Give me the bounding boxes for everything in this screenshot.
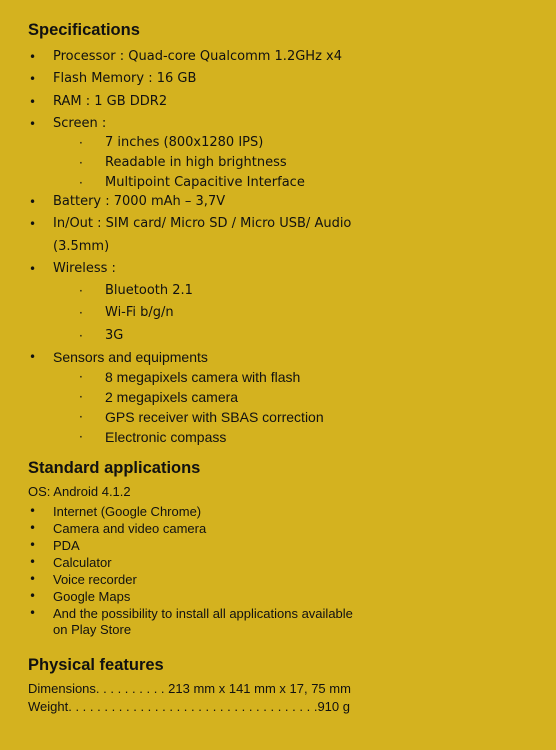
list-item [0, 605, 556, 622]
list-item [0, 537, 556, 554]
bullet-icon: • [29, 50, 37, 64]
app-voice-recorder: Voice recorder [53, 572, 137, 587]
list-item [0, 347, 556, 367]
sub-bullet-icon: · [79, 430, 83, 444]
app-play-store-continued: on Play Store [53, 622, 132, 637]
sub-bullet-icon: · [79, 306, 83, 320]
physical-features-heading: Physical features [28, 656, 164, 674]
spec-in-out: In/Out : SIM card/ Micro SD / Micro USB/ Audio [53, 216, 352, 231]
sub-bullet-icon: · [79, 176, 83, 190]
sub-bullet-icon: · [79, 284, 83, 298]
list-item [0, 520, 556, 537]
sub-bullet-icon: · [79, 410, 83, 424]
app-play-store: And the possibility to install all applications available [53, 606, 353, 621]
bullet-icon: • [29, 72, 37, 86]
app-internet: Internet (Google Chrome) [53, 504, 202, 519]
spec-screen: Screen : [53, 116, 107, 131]
specifications-heading: Specifications [28, 21, 140, 39]
sub-list-item [0, 367, 556, 387]
list-item-continuation [0, 237, 556, 257]
bullet-icon: • [29, 538, 37, 552]
spec-wireless: Wireless : [53, 261, 116, 276]
sub-list-item [0, 407, 556, 427]
sub-bullet-icon: · [79, 156, 83, 170]
sub-list-item [0, 133, 556, 153]
list-item [0, 554, 556, 571]
bullet-icon: • [29, 195, 37, 209]
app-calculator: Calculator [53, 555, 112, 570]
sub-list-item [0, 326, 556, 346]
bullet-icon: • [29, 117, 37, 131]
list-item [0, 214, 556, 234]
sub-list-item [0, 281, 556, 301]
bullet-icon: • [29, 572, 37, 586]
sub-bullet-icon: · [79, 390, 83, 404]
weight-row: Weight. . . . . . . . . . . . . . . . . . . . . . . . . . . . . . . . . . .910 g [28, 699, 350, 714]
bullet-icon: • [29, 589, 37, 603]
bullet-icon: • [29, 555, 37, 569]
wireless-wifi: Wi-Fi b/g/n [105, 305, 174, 320]
spec-processor: Processor : Quad-core Qualcomm 1.2GHz x4 [53, 49, 342, 64]
list-item [0, 503, 556, 520]
app-pda: PDA [53, 538, 80, 553]
sensor-compass: Electronic compass [105, 429, 227, 445]
wireless-bluetooth: Bluetooth 2.1 [105, 283, 193, 298]
spec-flash-memory: Flash Memory : 16 GB [53, 71, 197, 86]
sensor-gps: GPS receiver with SBAS correction [105, 409, 324, 425]
bullet-icon: • [29, 606, 37, 620]
screen-brightness: Readable in high brightness [105, 155, 287, 170]
spec-sensors: Sensors and equipments [53, 349, 208, 365]
sub-list-item [0, 153, 556, 173]
bullet-icon: • [29, 521, 37, 535]
list-item [0, 92, 556, 112]
list-item-continuation [0, 621, 556, 638]
wireless-3g: 3G [105, 328, 124, 343]
list-item [0, 571, 556, 588]
os-version: OS: Android 4.1.2 [28, 484, 131, 499]
sub-bullet-icon: · [79, 329, 83, 343]
list-item [0, 192, 556, 212]
bullet-icon: • [29, 504, 37, 518]
list-item [0, 259, 556, 279]
spec-ram: RAM : 1 GB DDR2 [53, 94, 168, 109]
standard-applications-heading: Standard applications [28, 459, 201, 477]
bullet-icon: • [29, 217, 37, 231]
spec-battery: Battery : 7000 mAh – 3,7V [53, 194, 226, 209]
app-camera: Camera and video camera [53, 521, 207, 536]
sub-bullet-icon: · [79, 370, 83, 384]
app-google-maps: Google Maps [53, 589, 131, 604]
bullet-icon: • [29, 262, 37, 276]
sub-list-item [0, 303, 556, 323]
list-item [0, 588, 556, 605]
sensor-main-camera: 8 megapixels camera with flash [105, 369, 301, 385]
sub-list-item [0, 427, 556, 447]
sub-list-item [0, 173, 556, 193]
screen-size: 7 inches (800x1280 IPS) [105, 135, 264, 150]
screen-touch: Multipoint Capacitive Interface [105, 175, 305, 190]
bullet-icon: • [29, 350, 37, 364]
spec-in-out-continued: (3.5mm) [53, 239, 110, 254]
bullet-icon: • [29, 95, 37, 109]
dimensions-row: Dimensions. . . . . . . . . . 213 mm x 141 mm x 17, 75 mm [28, 681, 351, 696]
list-item [0, 47, 556, 67]
sub-list-item [0, 387, 556, 407]
sub-bullet-icon: · [79, 136, 83, 150]
list-item [0, 69, 556, 89]
sensor-front-camera: 2 megapixels camera [105, 389, 239, 405]
list-item [0, 114, 556, 134]
